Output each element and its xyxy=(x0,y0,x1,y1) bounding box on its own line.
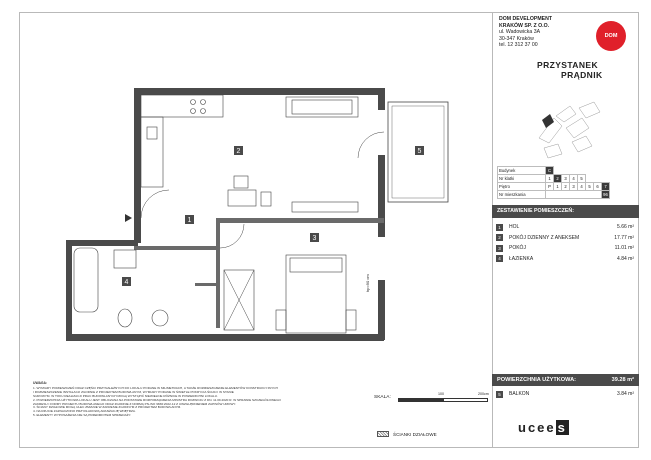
total-area-label: POWIERZCHNIA UŻYTKOWA: xyxy=(497,377,577,383)
bed xyxy=(276,255,356,333)
room-name: HOL xyxy=(509,224,520,231)
location-map xyxy=(534,98,606,160)
building-marker xyxy=(542,114,554,128)
room-name: POKÓJ DZIENNY Z ANEKSEM xyxy=(509,234,580,241)
company-city: 30-347 Kraków xyxy=(499,35,534,42)
room-area: 11.01 m² xyxy=(614,245,634,252)
room-label xyxy=(234,146,243,155)
exterior-walls xyxy=(66,88,385,341)
ucees-logo-part1: ucee xyxy=(518,420,556,435)
balcony-row xyxy=(496,389,634,400)
company-name: DOM DEVELOPMENT xyxy=(499,16,553,22)
floor-plan xyxy=(60,70,470,350)
pietro-cell: 4 xyxy=(578,183,586,191)
room-label-text: 3 xyxy=(312,235,317,242)
pietro-cell: 7 xyxy=(602,183,610,191)
room-area: 17.77 m² xyxy=(614,234,634,241)
notes xyxy=(33,382,363,418)
mieszkanie-value: 96 xyxy=(603,192,608,197)
company-phone: tel. 12 312 37 00 xyxy=(499,42,538,49)
interior-walls xyxy=(134,218,384,328)
tv-unit xyxy=(292,202,358,212)
pietro-cell: 5 xyxy=(586,183,594,191)
company-street: ul. Wadowicka 3A xyxy=(499,29,541,36)
room-row xyxy=(496,233,634,244)
note-line: 5. ELEMENTY WYPOSAŻENIA NIE SĄ PRZEDMIOTEM SPRZEDAŻY. xyxy=(33,413,132,418)
room-area: 4.84 m² xyxy=(617,255,634,262)
ucees-logo xyxy=(518,420,569,435)
room-label xyxy=(185,215,194,224)
room-name: POKÓJ xyxy=(509,245,526,252)
doors xyxy=(141,132,384,248)
company-subname: KRAKÓW SP. Z O.O. xyxy=(499,22,550,29)
klatka-cell: 4 xyxy=(570,175,578,183)
row-mieszkanie xyxy=(498,191,610,199)
note-line: 3. ŚCIANY DZIAŁOWE MOGĄ ULEC ZMIANIE W ZAKRESIE ZGODNYM Z PROJEKTEM BUDOWLANYM. xyxy=(33,405,182,410)
room-area: 3.84 m² xyxy=(617,391,634,398)
brand-logo xyxy=(537,60,603,80)
klatka-cell: 5 xyxy=(578,175,586,183)
scale-segment xyxy=(398,398,443,402)
note-line: 4. NA RZUCIE ZAZNACZONO PRZYKŁADOWĄ ARANŻACJĘ WNĘTRZA. xyxy=(33,409,136,414)
room-row xyxy=(496,243,634,254)
budynek-value: C xyxy=(546,167,554,175)
klatka-cell: 3 xyxy=(562,175,570,183)
room-label xyxy=(415,146,424,155)
note-line: ZAKRESU I FORMY PROJEKTU BUDOWLANEGO ORAZ ZGODNIE Z NORMĄ PN-ISO 9836:2022-12 Z UWZGLĘDNIENIEM ZAPISÓW UMOWY. xyxy=(33,401,236,406)
room-number: 4 xyxy=(496,255,503,262)
rooms-list xyxy=(496,222,634,264)
pietro-cell: P xyxy=(546,183,554,191)
note-line: SUROWYM. W TOKU REALIZACJI PRAC BUDOWLANYCH MOGĄ WYSTĄPIĆ NIEWIELKIE RÓŻNICE W POWIERZCHNI LOKALU. xyxy=(33,393,218,398)
company-address xyxy=(499,16,594,49)
dom-logo: DOM xyxy=(596,21,626,51)
scale-segment xyxy=(443,398,488,402)
wardrobe xyxy=(224,270,254,330)
klatka-cell: 2 xyxy=(554,175,562,183)
kitchen-counter xyxy=(141,95,223,187)
total-area-bar xyxy=(492,374,639,386)
room-name: ŁAZIENKA xyxy=(509,255,534,262)
room-label-text: 5 xyxy=(417,148,422,155)
pietro-cell: 1 xyxy=(554,183,562,191)
dining-table xyxy=(228,176,271,206)
room-label xyxy=(122,277,131,286)
klatka-cell: 1 xyxy=(546,175,554,183)
pietro-cell: 6 xyxy=(594,183,602,191)
window-height-note: hp=90 cm xyxy=(365,274,370,292)
pietro-cell: 2 xyxy=(562,183,570,191)
note-line: 1. WYMIARY POMIESZCZEŃ ORAZ CZĘŚCI PRZYNALEŻNYCH DO LOKALU PODANE W MILIMETRACH, A TAKŻE ROZMIESZCZENIE ELEMENTÓW KONSTRUKCYJNYCH xyxy=(33,385,278,390)
note-line: 2. POWIERZCHNIA UŻYTKOWA LOKALU JEST OBLICZANA NA PODSTAWIE ROZPORZĄDZENIA MINISTRA ROZWOJU Z DN. 11.09.2020 R. W SPRAWIE SZCZEGÓŁOWEGO xyxy=(33,397,281,402)
mieszkanie-label: Nr mieszkania xyxy=(498,191,546,199)
room-label xyxy=(310,233,319,242)
room-row xyxy=(496,222,634,233)
legend xyxy=(377,431,437,437)
hatch-swatch xyxy=(377,431,389,437)
total-area-value: 39.28 m² xyxy=(611,377,634,383)
room-label-text: 4 xyxy=(124,279,129,286)
scale-mid: 100 xyxy=(438,392,444,396)
room-number: 1 xyxy=(496,224,503,231)
budynek-label: Budynek xyxy=(498,167,546,175)
room-number: 2 xyxy=(496,234,503,241)
ucees-logo-part2: s xyxy=(557,420,567,435)
row-pietro xyxy=(498,183,610,191)
entrance-arrow-icon xyxy=(125,214,132,222)
bathroom-fixtures xyxy=(74,248,168,327)
scale-label: SKALA: xyxy=(374,395,391,400)
room-label-text: 2 xyxy=(236,148,241,155)
apartment-info-table xyxy=(497,166,610,199)
note-line: I ROZMIESZCZENIE INSTALACJI ZGODNIE Z PROJEKTEM BUDOWLANYM, WYMIARY PODANE W ŚWIETLE POKRYCIA ŚCIAN I W STANIE xyxy=(33,389,234,394)
row-klatka xyxy=(498,175,610,183)
row-budynek xyxy=(498,167,610,175)
brand-line1: PRZYSTANEK xyxy=(537,60,598,70)
room-number: 3 xyxy=(496,245,503,252)
room-number: 5 xyxy=(496,391,503,398)
sofa xyxy=(286,97,358,117)
rooms-header: ZESTAWIENIE POMIESZCZEŃ: xyxy=(492,205,639,218)
room-name: BALKON xyxy=(509,391,530,398)
notes-title: UWAGA: xyxy=(33,381,48,385)
scale-bar xyxy=(398,398,488,402)
brand-line2: PRĄDNIK xyxy=(561,70,603,80)
room-label-text: 1 xyxy=(187,217,192,224)
pietro-cell: 3 xyxy=(570,183,578,191)
pietro-label: Piętro xyxy=(498,183,546,191)
legend-label: ŚCIANKI DZIAŁOWE xyxy=(393,431,437,437)
room-row xyxy=(496,389,634,400)
room-row xyxy=(496,254,634,265)
klatka-label: Nr klatki xyxy=(498,175,546,183)
room-area: 5.66 m² xyxy=(617,224,634,231)
scale-end: 200cm xyxy=(478,392,489,396)
